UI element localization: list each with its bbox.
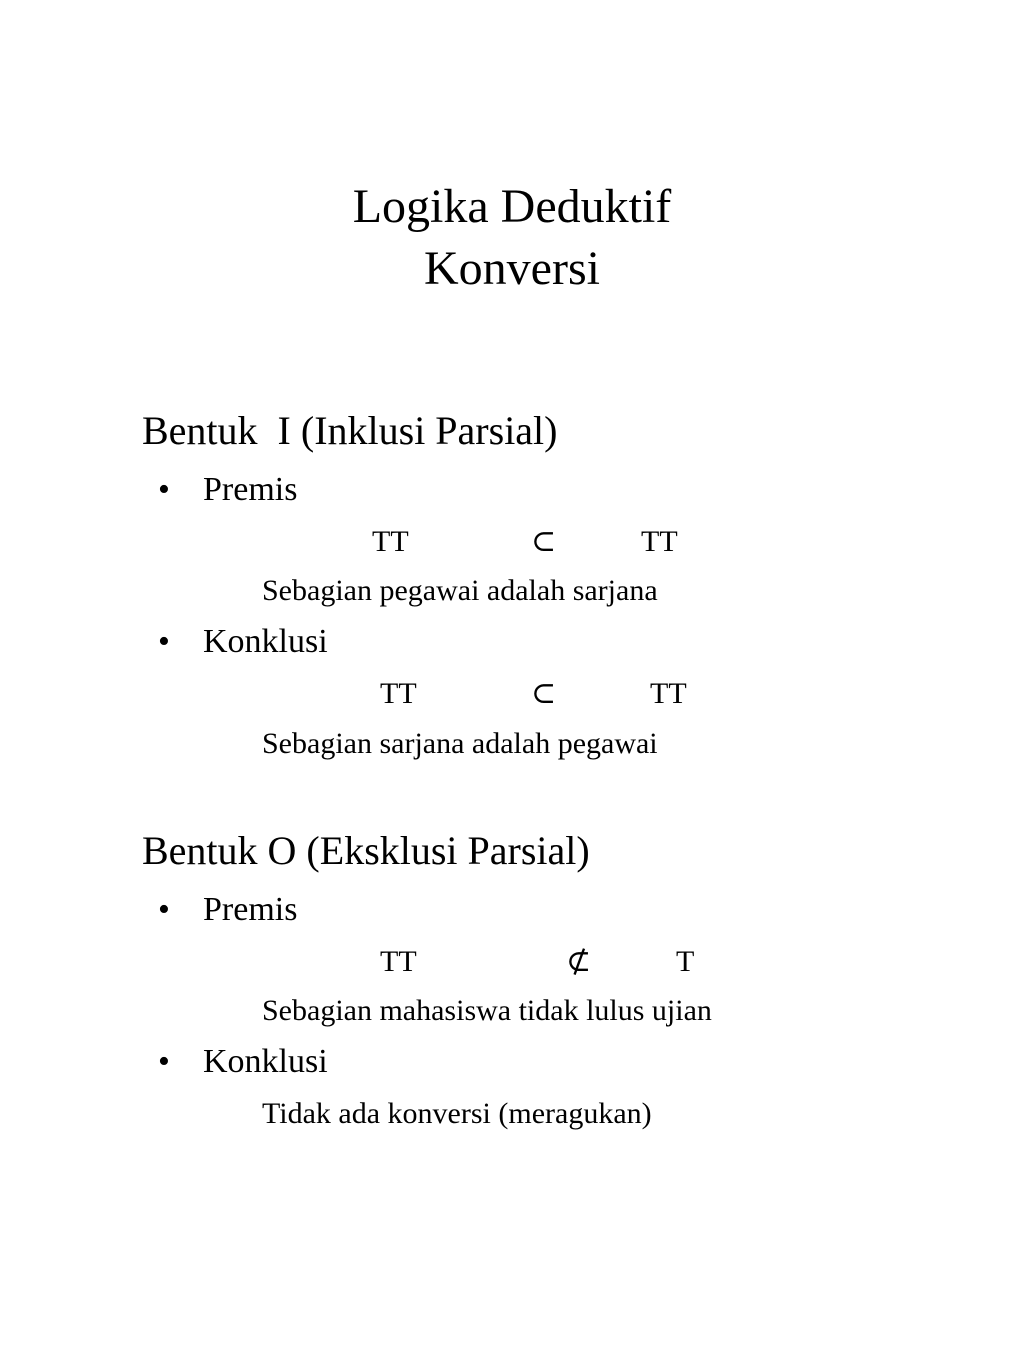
premis-o-term-right: T xyxy=(676,945,695,978)
premis-o-term-left: TT xyxy=(380,945,417,978)
premis-i-example: Sebagian pegawai adalah sarjana xyxy=(262,574,658,607)
bullet-icon: • xyxy=(158,891,170,928)
konklusi-i-relation-subset-symbol: ⊂ xyxy=(531,677,557,710)
premis-i-term-right: TT xyxy=(641,525,678,558)
bullet-icon: • xyxy=(158,623,170,660)
page-title-line-2: Konversi xyxy=(424,242,600,295)
bullet-item-konklusi-o xyxy=(158,1045,328,1079)
bullet-icon: • xyxy=(158,1043,170,1080)
konklusi-o-example: Tidak ada konversi (meragukan) xyxy=(262,1097,652,1130)
premis-i-relation-subset-symbol: ⊂ xyxy=(531,525,557,558)
premis-o-relation-not-subset-symbol: ⊄ xyxy=(566,945,592,978)
bullet-label: Konklusi xyxy=(203,623,328,660)
premis-o-example: Sebagian mahasiswa tidak lulus ujian xyxy=(262,994,712,1027)
bullet-item-premis-i xyxy=(158,473,297,507)
bullet-label: Konklusi xyxy=(203,1043,328,1080)
konklusi-i-term-right: TT xyxy=(650,677,687,710)
bullet-label: Premis xyxy=(203,471,298,508)
bullet-item-premis-o xyxy=(158,893,297,927)
bullet-label: Premis xyxy=(203,891,298,928)
bullet-item-konklusi-i xyxy=(158,625,328,659)
premis-i-term-left: TT xyxy=(372,525,409,558)
konklusi-i-term-left: TT xyxy=(380,677,417,710)
bullet-icon: • xyxy=(158,471,170,508)
section-heading-bentuk-i: Bentuk I (Inklusi Parsial) xyxy=(142,408,558,453)
konklusi-i-example: Sebagian sarjana adalah pegawai xyxy=(262,727,658,760)
page-title-line-1: Logika Deduktif xyxy=(352,180,672,233)
section-heading-bentuk-o: Bentuk O (Eksklusi Parsial) xyxy=(142,828,590,873)
